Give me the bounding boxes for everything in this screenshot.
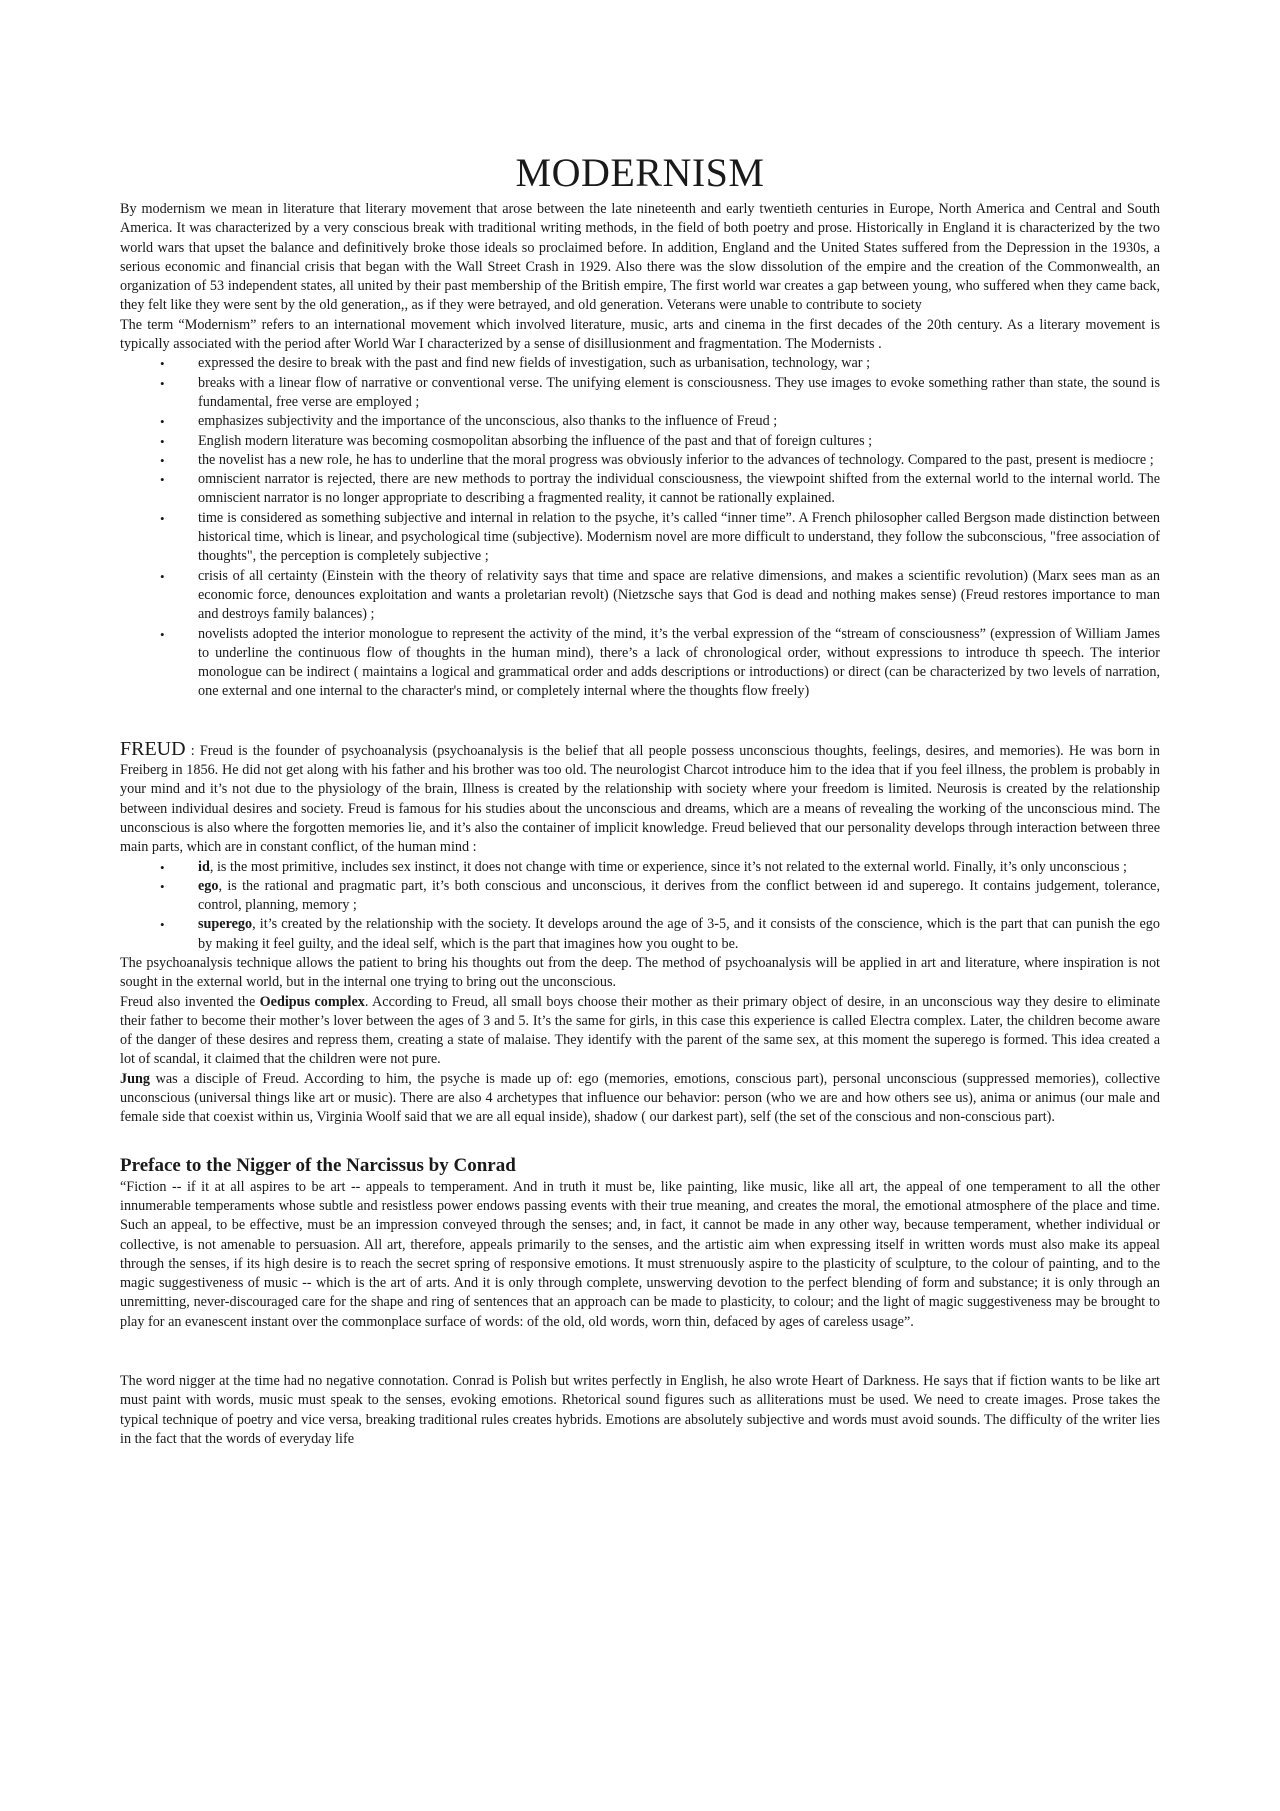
list-item: • omniscient narrator is rejected, there are new methods to portray the individual consciousness, the viewpoint shifted from the external world to the internal world. The omniscient narrator is no longer appropriate to describing a fragmented reality, it cannot be rationally explained. <box>160 471 1160 507</box>
modernist-features-list <box>120 354 1160 701</box>
list-item: • crisis of all certainty (Einstein with the theory of relativity says that time and space are relative dimensions, and makes a scientific revolution) (Marx sees man as an economic force, denounces exploitation and wants a proletarian revolt) (Nietzsche says that God is dead and nothing makes sense) (Freud restores importance to man and destroys family balances) ; <box>160 567 1160 623</box>
document-page <box>120 150 1160 1449</box>
conrad-heading: Preface to the Nigger of the Narcissus by Conrad <box>120 1154 516 1176</box>
list-item: • novelists adopted the interior monologue to represent the activity of the mind, it’s the verbal expression of the “stream of consciousness” (expression of William James to underline the continuous flow of thoughts in the human mind), there’s a lack of chronological order, without expressions to introduce th speech. The interior monologue can be indirect ( maintains a logical and grammatical order and adds descriptions or introductions) or direct (can be characterized by two levels of narration, one external and one internal to the character's mind, or completely internal where the thoughts flow freely) <box>160 625 1160 700</box>
mind-parts-list <box>120 858 1160 954</box>
psychoanalysis-technique-paragraph: The psychoanalysis technique allows the patient to bring his thoughts out from the deep. The method of psychoanalysis will be applied in art and literature, where inspiration is not sought in the external world, but in the internal one trying to bring out the unconscious. <box>120 954 1160 991</box>
bullet-icon: • <box>160 375 165 391</box>
bullet-icon: • <box>160 510 165 526</box>
bullet-icon: • <box>160 626 165 642</box>
bullet-icon: • <box>160 356 165 372</box>
bullet-icon: • <box>160 414 165 430</box>
list-item: • ego, is the rational and pragmatic part, it’s both conscious and unconscious, it derives from the conflict between id and superego. It contains judgement, tolerance, control, planning, memory ; <box>160 877 1160 914</box>
spacer <box>120 1332 1160 1352</box>
bullet-icon: • <box>160 472 165 488</box>
intro-paragraph: The term “Modernism” refers to an international movement which involved literature, music, arts and cinema in the first decades of the 20th century. As a literary movement is typically associated with the period after World War I characterized by a sense of disillusionment and fragmentation. The Modernists . <box>120 316 1160 353</box>
list-item: • id, is the most primitive, includes sex instinct, it does not change with time or experience, since it’s not related to the external world. Finally, it’s only unconscious ; <box>198 858 1160 877</box>
term-ego: ego <box>198 877 219 894</box>
intro-paragraph: By modernism we mean in literature that literary movement that arose between the late nineteenth and early twentieth centuries in Europe, North America and Central and South America. It was characterized by a very conscious break with traditional writing methods, in the field of both poetry and prose. Historically in England it is characterized by the two world wars that upset the balance and definitively broke those ideals so proclaimed before. In addition, England and the United States suffered from the Depression in the 1930s, a serious economic and financial crisis that began with the Wall Street Crash in 1929. Also there was the slow dissolution of the empire and the creation of the Commonwealth, an organization of 53 independent states, all united by their past membership of the British empire, The first world war creates a gap between young, who suffered when they came back, they felt like they were sent by the old generation,, as if they were betrayed, and old generation. Veterans were unable to contribute to society <box>120 201 1160 314</box>
conrad-quote: “Fiction -- if it at all aspires to be art -- appeals to temperament. And in truth it must be, like painting, like music, like all art, the appeal of one temperament to all the other innumerable temperaments whose subtle and resistless power endows passing events with their true meaning, and creates the moral, the emotional atmosphere of the place and time. Such an appeal, to be effective, must be an impression conveyed through the senses; and, in fact, it cannot be made in any other way, because temperament, whether individual or collective, is not amenable to persuasion. All art, therefore, appeals primarily to the senses, and the artistic aim when expressing itself in written words must also make its appeal through the senses, if its high desire is to reach the secret spring of responsive emotions. It must strenuously aspire to the plasticity of sculpture, to the colour of painting, and to the magic suggestiveness of music -- which is the art of arts. And it is only through complete, unswerving devotion to the perfect blending of form and substance; it is only through an unremitting, never-discouraged care for the shape and ring of sentences that an approach can be made to plasticity, to colour; and the light of magic suggestiveness may be brought to play for an evanescent instant over the commonplace surface of words: of the old, old words, worn thin, defaced by ages of careless usage”. <box>120 1178 1160 1330</box>
bullet-icon: • <box>160 859 165 875</box>
list-item: • English modern literature was becoming cosmopolitan absorbing the influence of the past and that of foreign cultures ; <box>198 432 1160 451</box>
bullet-icon: • <box>160 452 165 468</box>
list-item: • time is considered as something subjective and internal in relation to the psyche, it’s called “inner time”. A French philosopher called Bergson made distinction between historical time, which is linear, and psychological time (subjective). Modernism novel are more difficult to understand, they follow the subconscious, "free association of thoughts", the perception is completely subjective ; <box>160 509 1160 565</box>
list-item: • breaks with a linear flow of narrative or conventional verse. The unifying element is consciousness. They use images to evoke something rather than state, the sound is fundamental, free verse are employed ; <box>160 374 1160 410</box>
list-item: • expressed the desire to break with the past and find new fields of investigation, such as urbanisation, technology, war ; <box>198 354 1160 373</box>
oedipus-paragraph: Freud also invented the Oedipus complex. According to Freud, all small boys choose their mother as their primary object of desire, in an unconscious way they desire to eliminate their father to become their mother’s lover between the ages of 3 and 5. It’s the same for girls, in this case this experience is called Electra complex. Later, the children become aware of the danger of these desires and repress them, creating a state of malaise. They identify with the parent of the same sex, at this moment the superego is formed. This idea created a lot of scandal, it claimed that the children were not pure. <box>120 993 1161 1068</box>
conrad-commentary: The word nigger at the time had no negative connotation. Conrad is Polish but writes perfectly in English, he also wrote Heart of Darkness. He says that if fiction wants to be like art must paint with words, music must speak to the senses, evoking emotions. Rhetorical sound figures such as alliterations must be used. We need to create images. Prose takes the typical technique of poetry and vice versa, breaking traditional rules creates hybrids. Emotions are absolutely subjective and words must avoid sounds. The difficulty of the writer lies in the fact that the words of everyday life <box>120 1373 1160 1447</box>
term-oedipus: Oedipus complex <box>259 993 365 1010</box>
spacer <box>120 1128 1160 1154</box>
freud-heading: FREUD <box>120 737 186 760</box>
spacer <box>120 702 1160 740</box>
bullet-icon: • <box>160 878 165 894</box>
document-title: MODERNISM <box>515 150 765 195</box>
list-item: • the novelist has a new role, he has to underline that the moral progress was obviously inferior to the advances of technology. Compared to the past, present is mediocre ; <box>198 451 1160 470</box>
term-superego: superego <box>198 916 253 933</box>
list-item: • superego, it’s created by the relationship with the society. It develops around the age of 3-5, and it consists of the conscience, which is the part that can punish the ego by making it feel guilty, and the ideal self, which is the part that imagines how you ought to be. <box>160 916 1160 952</box>
freud-paragraph: FREUD : Freud is the founder of psychoanalysis (psychoanalysis is the belief that all people possess unconscious thoughts, feelings, desires, and memories). He was born in Freiberg in 1856. He did not get along with his father and his brother was too old. The neurologist Charcot introduce him to the idea that if you feel illness, the problem is probably in your mind and it’s not due to the physiology of the brain, Illness is created by the relationship with society where your freedom is limited. Neurosis is created by the relationship between individual desires and society. Freud is famous for his studies about the unconscious and dreams, which are a means of revealing the working of the unconscious mind. The unconscious is also where the forgotten memories lie, and it’s also the container of implicit knowledge. Freud believed that our personality develops through interaction between three main parts, which are in constant conflict, of the human mind : <box>120 737 1160 856</box>
list-item: • emphasizes subjectivity and the importance of the unconscious, also thanks to the influence of Freud ; <box>198 412 1160 431</box>
bullet-icon: • <box>160 568 165 584</box>
spacer <box>120 1352 1160 1372</box>
jung-paragraph: Jung was a disciple of Freud. According to him, the psyche is made up of: ego (memories, emotions, conscious part), personal unconscious (suppressed memories), collective unconscious (universal things like art or music). There are also 4 archetypes that influence our behavior: person (who we are and how others see us), anima or animus (our male and female side that coexist within us, Virginia Woolf said that we are all equal inside), shadow ( our darkest part), self (the set of the conscious and non-conscious part). <box>120 1070 1160 1126</box>
bullet-icon: • <box>160 917 165 933</box>
bullet-icon: • <box>160 433 165 449</box>
term-jung: Jung <box>120 1070 150 1087</box>
term-id: id <box>198 858 210 875</box>
